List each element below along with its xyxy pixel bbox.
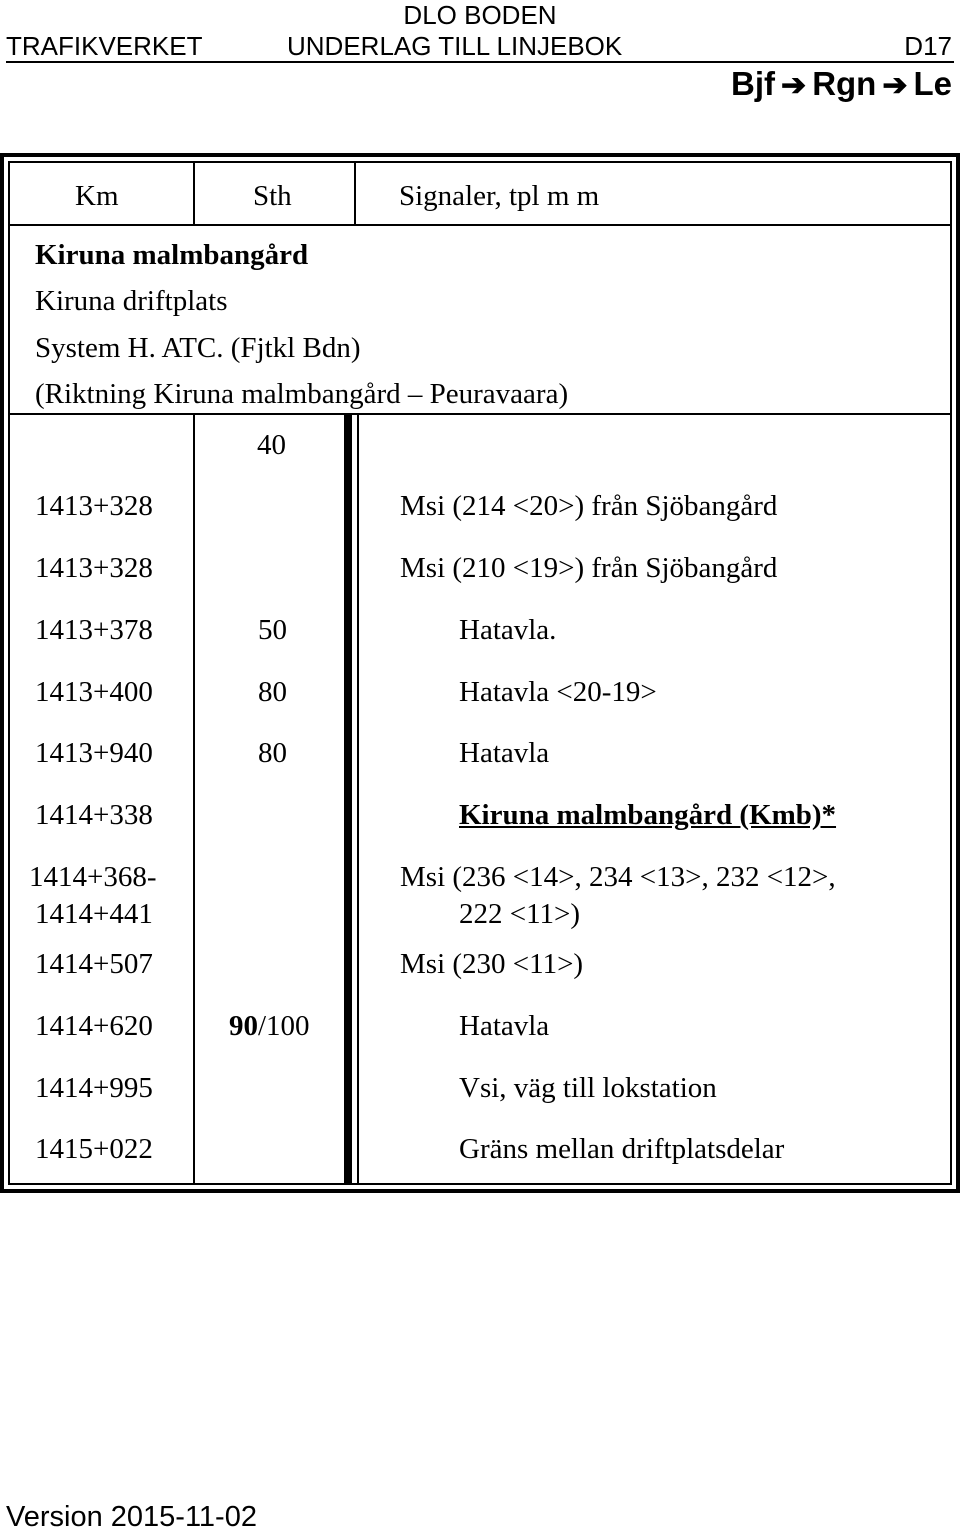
row-km: 1413+940 [35, 737, 153, 769]
row-signal: Hatavla [459, 737, 550, 769]
row-km-end: 1414+441 [35, 898, 153, 930]
row-km: 1414+368- [29, 861, 157, 893]
row-signal: Gräns mellan driftplatsdelar [459, 1133, 785, 1165]
row-signal: Msi (236 <14>, 234 <13>, 232 <12>, [400, 861, 836, 893]
track-line-left [344, 414, 352, 1184]
header-divider-km [193, 162, 195, 225]
route-via: Rgn [812, 65, 877, 102]
arrow-right-icon: ➔ [882, 69, 908, 102]
column-header-sth: Sth [253, 180, 292, 212]
row-speed-primary: 90 [229, 1010, 258, 1042]
row-speed: 80 [258, 737, 287, 769]
row-signal: Hatavla <20-19> [459, 676, 657, 708]
row-signal: Msi (210 <19>) från Sjöbangård [400, 552, 778, 584]
row-signal: Msi (214 <20>) från Sjöbangård [400, 490, 778, 522]
document-office: DLO BODEN [403, 0, 557, 30]
column-header-km: Km [75, 180, 119, 212]
row-speed [229, 1009, 310, 1043]
header-row-rule [9, 224, 951, 226]
section-code: D17 [904, 31, 952, 61]
header-rule [6, 61, 954, 63]
row-speed: 50 [258, 614, 287, 646]
route-heading [731, 64, 952, 106]
header-divider-sth [354, 162, 356, 225]
organization-name: TRAFIKVERKET [6, 31, 203, 61]
route-from: Bjf [731, 65, 776, 102]
row-signal: Hatavla [459, 1010, 550, 1042]
route-to: Le [913, 65, 952, 102]
arrow-right-icon: ➔ [781, 69, 807, 102]
row-speed: 80 [258, 676, 287, 708]
initial-speed: 40 [257, 429, 286, 461]
row-km: 1413+328 [35, 490, 153, 522]
station-marker: Kiruna malmbangård (Kmb)* [459, 799, 837, 831]
row-signal: Hatavla. [459, 614, 557, 646]
row-signal-continued: 222 <11>) [459, 898, 581, 930]
km-column-divider [193, 414, 195, 1184]
safety-system: System H. ATC. (Fjtkl Bdn) [35, 332, 361, 364]
row-km: 1414+620 [35, 1010, 153, 1042]
row-signal: Vsi, väg till lokstation [459, 1072, 717, 1104]
track-line-right [357, 414, 359, 1184]
column-header-signals: Signaler, tpl m m [399, 180, 600, 212]
document-title: UNDERLAG TILL LINJEBOK [287, 31, 623, 61]
direction-note: (Riktning Kiruna malmbangård – Peuravaara) [35, 378, 569, 410]
row-km: 1414+995 [35, 1072, 153, 1104]
row-km: 1414+507 [35, 948, 153, 980]
row-km: 1415+022 [35, 1133, 153, 1165]
row-km: 1414+338 [35, 799, 153, 831]
intro-rule [9, 413, 951, 415]
row-km: 1413+378 [35, 614, 153, 646]
station-type: Kiruna driftplats [35, 285, 228, 317]
version-footer: Version 2015-11-02 [6, 1501, 257, 1533]
station-name: Kiruna malmbangård [35, 239, 309, 271]
row-km: 1413+400 [35, 676, 153, 708]
row-signal: Msi (230 <11>) [400, 948, 584, 980]
row-speed-secondary: /100 [258, 1010, 310, 1042]
row-km: 1413+328 [35, 552, 153, 584]
